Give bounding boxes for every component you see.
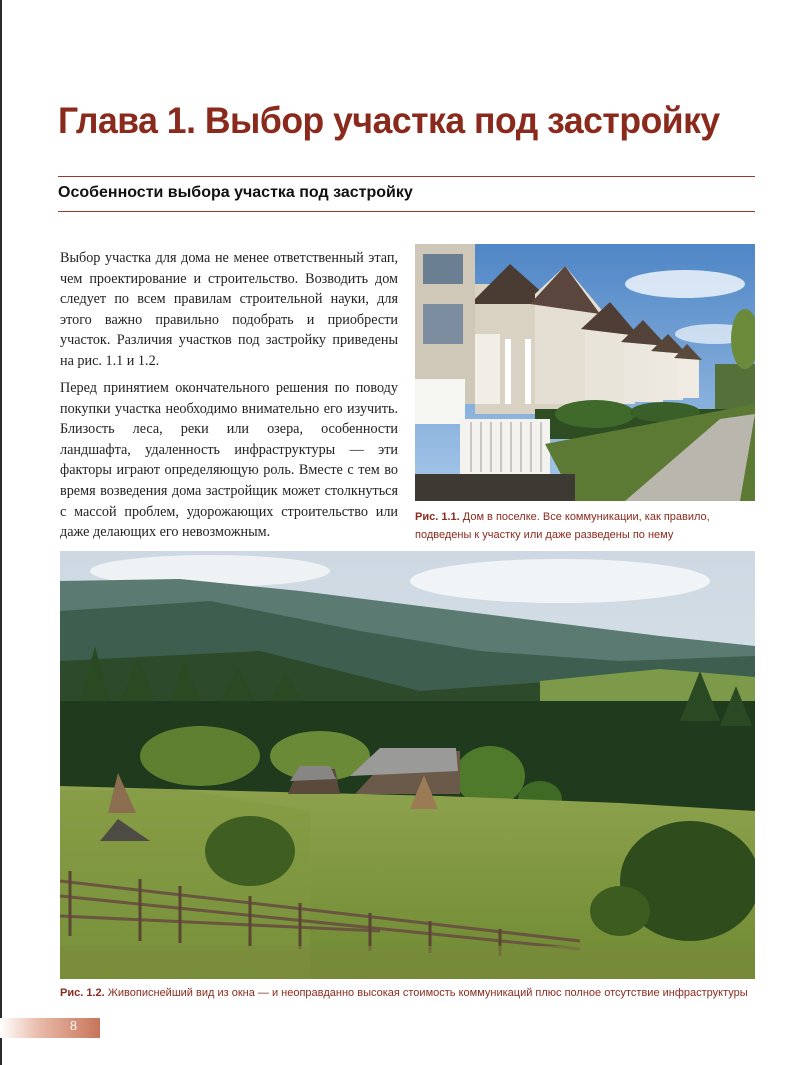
figure-1-2-text: Живописнейший вид из окна — и неоправданно высокая стоимость коммуникаций плюс полное отсутствие инфраструктуры — [107, 987, 748, 999]
figure-1-1-label: Рис. 1.1. — [415, 511, 460, 523]
figure-1-2-caption — [60, 984, 760, 1002]
page-number: 8 — [70, 1019, 77, 1034]
section-title: Особенности выбора участка под застройку — [58, 184, 413, 201]
figure-1-1-caption — [415, 508, 715, 544]
figure-1-2-label: Рис. 1.2. — [60, 987, 105, 999]
page-number-tab — [0, 1018, 100, 1038]
page-edge-line — [0, 0, 2, 1065]
section-rule-bottom — [58, 211, 755, 212]
paragraph-1: Выбор участка для дома не менее ответственный этап, чем проектирование и строительство. Возводить дом следует по всем правилам строительной науки, для этого важно правильно подобрать и приобрести участок. Различия участков под застройку приведены на рис. 1.1 и 1.2. — [60, 250, 398, 369]
chapter-title: Глава 1. Выбор участка под застройку — [58, 100, 720, 141]
paragraph-2: Перед принятием окончательного решения по поводу покупки участка необходимо внимательно его изучить. Близость леса, реки или озера, особенности ландшафта, удаленность инфраструктуры — эти факторы играют определяющую роль. Вместе с тем во время возведения дома застройщик может столкнуться с массой проблем, удорожающих строительство или даже делающих его невозможным. — [60, 380, 398, 541]
figure-1-1-text: Дом в поселке. Все коммуникации, как правило, подведены к участку или даже разведены по нему — [415, 511, 710, 541]
section-rule-top — [58, 176, 755, 177]
mountain-landscape-image — [60, 551, 755, 979]
houses-street-image — [415, 244, 755, 501]
figure-1-1-photo — [415, 244, 755, 501]
figure-1-2-photo — [60, 551, 755, 979]
